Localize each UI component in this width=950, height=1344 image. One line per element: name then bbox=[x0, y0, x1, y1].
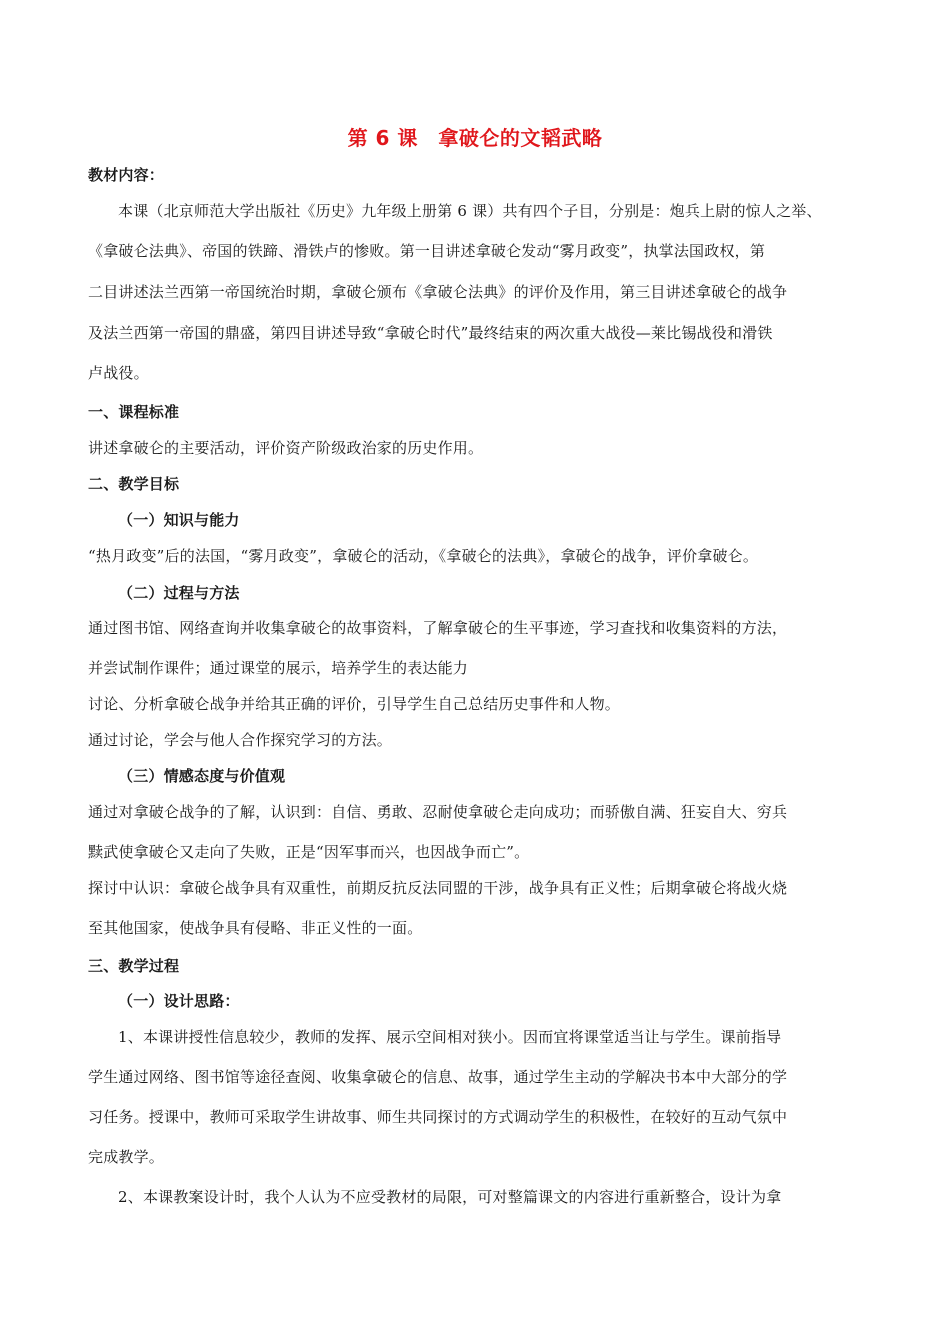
paragraph-line: 通过讨论，学会与他人合作探究学习的方法。 bbox=[88, 731, 393, 749]
paragraph-line: 通过图书馆、网络查询并收集拿破仑的故事资料，了解拿破仑的生平事迹，学习查找和收集资料的方法， bbox=[88, 619, 788, 637]
paragraph-line: 完成教学。 bbox=[88, 1148, 165, 1166]
section-heading-process: 三、教学过程 bbox=[88, 957, 180, 975]
section-heading-goals: 二、教学目标 bbox=[88, 475, 180, 493]
paragraph-line: 《拿破仑法典》、帝国的铁蹄、滑铁卢的惨败。第一目讲述拿破仑发动“雾月政变”，执掌法国政权，第 bbox=[88, 242, 766, 260]
paragraph-line: 2、本课教案设计时，我个人认为不应受教材的局限，可对整篇课文的内容进行重新整合，设计为拿 bbox=[118, 1188, 782, 1206]
subsection-heading: （一）知识与能力 bbox=[118, 511, 240, 529]
page-title: 第 6 课 拿破仑的文韬武略 bbox=[347, 126, 603, 150]
paragraph-line: 学生通过网络、图书馆等途径查阅、收集拿破仑的信息、故事，通过学生主动的学解决书本中大部分的学 bbox=[88, 1068, 788, 1086]
section-heading-standards: 一、课程标准 bbox=[88, 403, 180, 421]
paragraph-line: 本课（北京师范大学出版社《历史》九年级上册第 6 课）共有四个子目，分别是：炮兵上尉的惊人之举、 bbox=[118, 202, 822, 220]
paragraph-line: 讨论、分析拿破仑战争并给其正确的评价，引导学生自己总结历史事件和人物。 bbox=[88, 695, 621, 713]
paragraph-line: 讲述拿破仑的主要活动，评价资产阶级政治家的历史作用。 bbox=[88, 439, 484, 457]
paragraph-line: 至其他国家，使战争具有侵略、非正义性的一面。 bbox=[88, 919, 423, 937]
paragraph-line: 二目讲述法兰西第一帝国统治时期，拿破仑颁布《拿破仑法典》的评价及作用，第三目讲述拿破仑的战争 bbox=[88, 283, 788, 301]
paragraph-line: 习任务。授课中，教师可采取学生讲故事、师生共同探讨的方式调动学生的积极性，在较好的互动气氛中 bbox=[88, 1108, 788, 1126]
paragraph-line: 通过对拿破仑战争的了解，认识到：自信、勇敢、忍耐使拿破仑走向成功；而骄傲自满、狂妄自大、穷兵 bbox=[88, 803, 788, 821]
paragraph-line: 探讨中认识：拿破仑战争具有双重性，前期反抗反法同盟的干涉，战争具有正义性；后期拿破仑将战火烧 bbox=[88, 879, 788, 897]
paragraph-line: 1、本课讲授性信息较少，教师的发挥、展示空间相对狭小。因而宜将课堂适当让与学生。课前指导 bbox=[118, 1028, 782, 1046]
paragraph-line: 及法兰西第一帝国的鼎盛，第四目讲述导致“拿破仑时代”最终结束的两次重大战役—莱比锡战役和滑铁 bbox=[88, 324, 773, 342]
subsection-heading: （三）情感态度与价值观 bbox=[118, 767, 286, 785]
paragraph-line: 并尝试制作课件；通过课堂的展示，培养学生的表达能力 bbox=[88, 659, 469, 677]
subsection-heading: （一）设计思路： bbox=[118, 992, 240, 1010]
paragraph-line: 黩武使拿破仑又走向了失败，正是“因军事而兴，也因战争而亡”。 bbox=[88, 843, 530, 861]
section-heading-materials: 教材内容： bbox=[88, 166, 165, 184]
subsection-heading: （二）过程与方法 bbox=[118, 584, 240, 602]
paragraph-line: 卢战役。 bbox=[88, 364, 149, 382]
paragraph-line: “热月政变”后的法国，“雾月政变”，拿破仑的活动，《拿破仑的法典》，拿破仑的战争，评价拿破仑。 bbox=[88, 547, 759, 565]
